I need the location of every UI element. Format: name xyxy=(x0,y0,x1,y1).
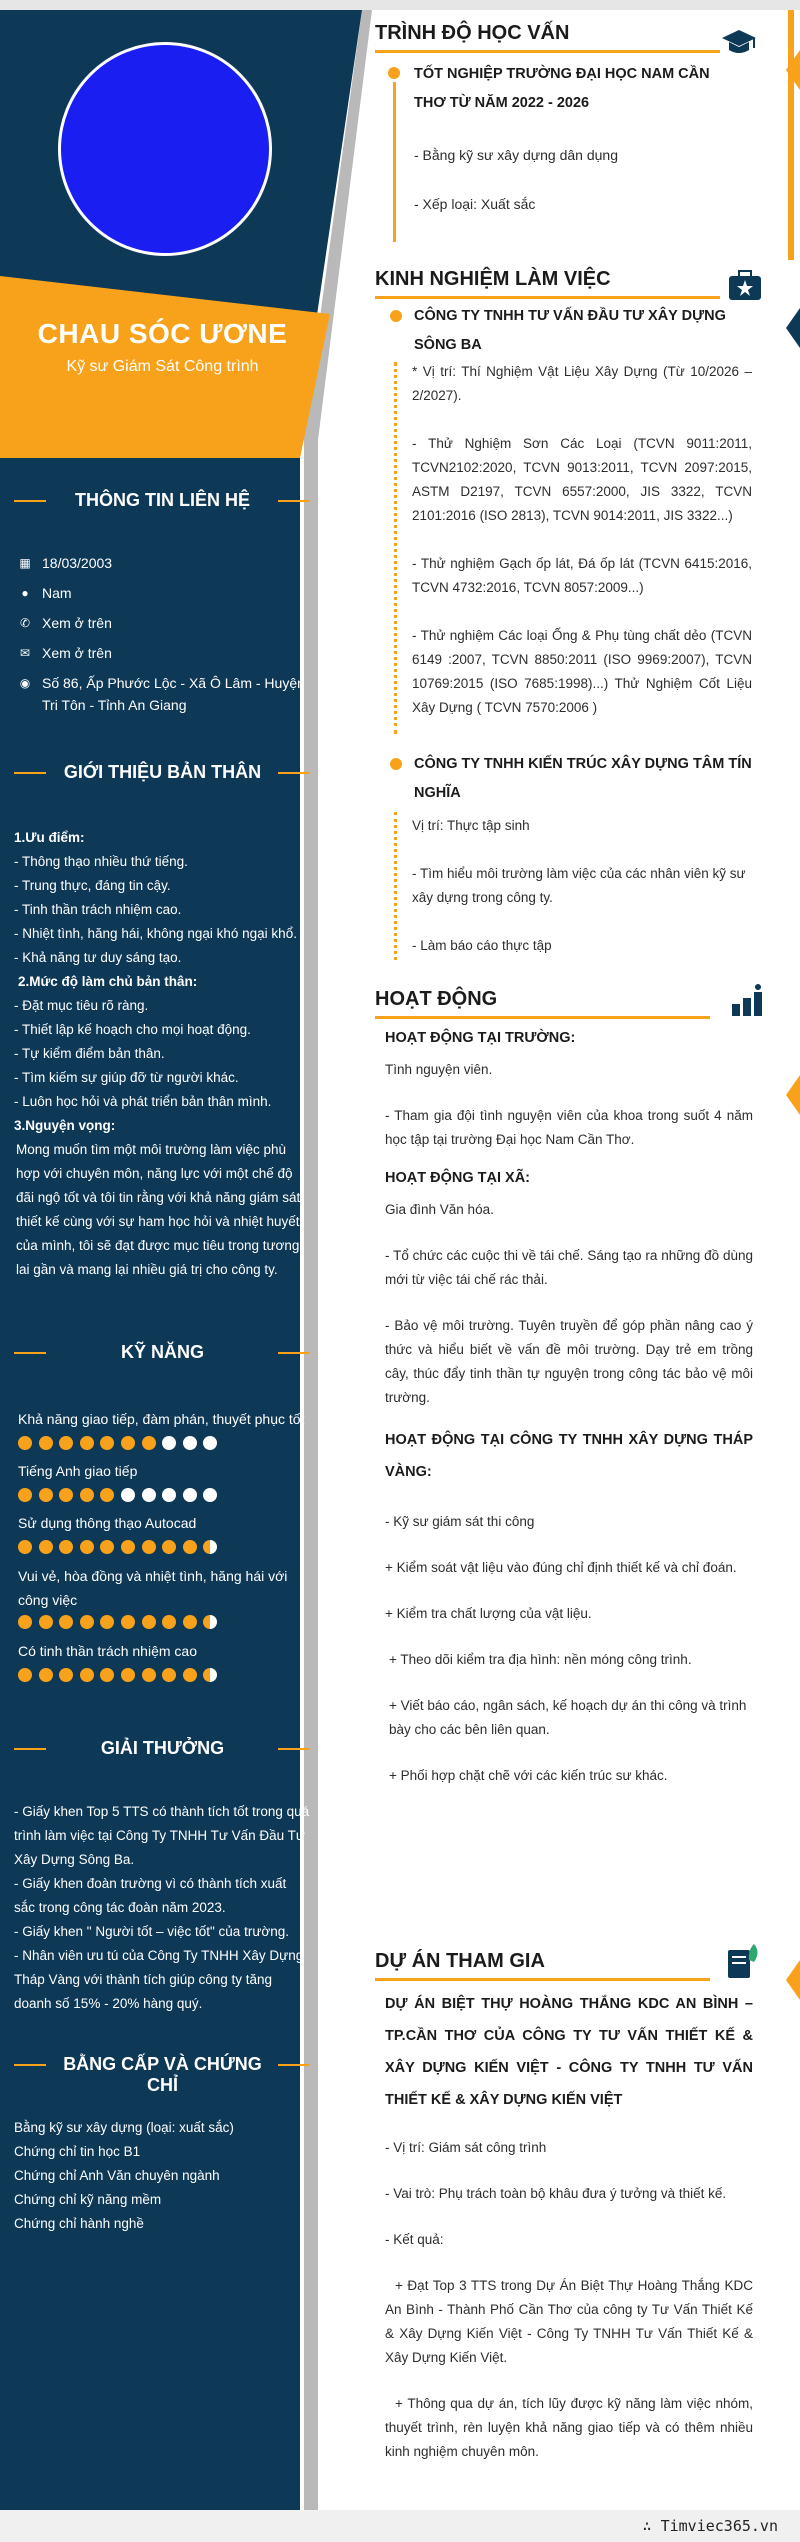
skill-label: Sử dụng thông thạo Autocad xyxy=(18,1515,197,1531)
skill-dot xyxy=(100,1540,114,1554)
skill-dot xyxy=(39,1436,53,1450)
timeline-bullet xyxy=(388,67,400,79)
activity-icon xyxy=(728,982,766,1020)
skill-dot xyxy=(142,1540,156,1554)
skill-dot xyxy=(80,1668,94,1682)
accent-strip xyxy=(788,10,794,260)
graduation-cap-icon xyxy=(720,24,758,62)
accent-tab xyxy=(786,308,800,348)
skill-dot xyxy=(100,1615,114,1629)
activities-underline xyxy=(375,1016,710,1019)
skill-dot xyxy=(162,1436,176,1450)
skill-dot xyxy=(59,1436,73,1450)
projects-heading: DỰ ÁN THAM GIA xyxy=(375,1950,545,1972)
candidate-role: Kỹ sư Giám Sát Công trình xyxy=(66,358,259,375)
skill-dot xyxy=(121,1436,135,1450)
job1-details: * Vị trí: Thí Nghiệm Vật Liệu Xây Dựng (Từ 10/2026 – 2/2027). - Thử Nghiệm Sơn Các Loại (TCVN 9011:2011, TCVN2102:2020, TCVN 9013:2011, TCVN 2097:2015, ASTM D2197, TCVN 6557:2000, JIS 3322, TCVN 2101:2016 (ISO 2813), TCVN 9014:2011, JIS 3322...) - Thử nghiệm Gạch ốp lát, Đá ốp lát (TCVN 6415:2016, TCVN 4732:2016, TCVN 8057:2009...) - Thử nghiệm Các loại Ống & Phụ tùng chất dẻo (TCVN 6149 :2007, TCVN 8850:2011 (ISO 9969:2007), TCVN 10769:2015 (ISO 7685:1998)...) Thử Nghiệm Cốt Liệu Xây Dựng ( TCVN 7570:2006 ) xyxy=(412,364,752,715)
skill-rating xyxy=(18,1668,224,1686)
certs-heading: BẰNG CẤP VÀ CHỨNG CHỈ xyxy=(0,2050,325,2080)
skill-dot xyxy=(39,1668,53,1682)
timeline-line xyxy=(394,812,397,960)
skill-dot xyxy=(100,1436,114,1450)
skill-dot xyxy=(121,1615,135,1629)
skill-dot xyxy=(203,1488,217,1502)
awards-heading: GIẢI THƯỞNG xyxy=(0,1734,325,1764)
skill-label: Tiếng Anh giao tiếp xyxy=(18,1463,138,1479)
email-icon: ✉ xyxy=(19,646,31,660)
skill-dot xyxy=(162,1615,176,1629)
skill-dot xyxy=(142,1615,156,1629)
accent-tab xyxy=(786,1075,800,1115)
intro-heading: GIỚI THIỆU BẢN THÂN xyxy=(0,758,325,788)
skill-dot xyxy=(203,1668,217,1682)
skill-dot xyxy=(18,1540,32,1554)
timeline-bullet xyxy=(390,310,402,322)
skill-dot xyxy=(18,1436,32,1450)
contact-address: ◉ Số 86, Ấp Phước Lộc - Xã Ô Lâm - Huyện Tri Tôn - Tỉnh An Giang xyxy=(19,675,305,713)
skill-dot xyxy=(100,1488,114,1502)
phone-icon: ✆ xyxy=(19,616,31,630)
skill-label: Vui vẻ, hòa đồng và nhiệt tình, hăng hái với công việc xyxy=(18,1568,288,1608)
education-grade: - Xếp loại: Xuất sắc xyxy=(414,196,536,212)
skill-dot xyxy=(183,1540,197,1554)
experience-underline xyxy=(375,296,720,299)
skill-rating xyxy=(18,1488,224,1506)
activities-content: HOẠT ĐỘNG TẠI TRƯỜNG: Tình nguyện viên. - Tham gia đội tình nguyện viên của khoa trong suốt 4 năm học tập tại trường Đại học Nam Cần Thơ. HOẠT ĐỘNG TẠI XÃ: Gia đình Văn hóa. - Tổ chức các cuộc thi về tái chế. Sáng tạo ra những đồ dùng mới từ việc tái chế rác thải. - Bảo vệ môi trường. Tuyên truyền để góp phần nâng cao ý thức và hiểu biết về vấn đề môi trường. Dạy trẻ em trồng cây, thúc đẩy tinh thần tự nguyện trong công tác bảo vệ môi trường. HOẠT ĐỘNG TẠI CÔNG TY TNHH XÂY DỰNG THÁP VÀNG: - Kỹ sư giám sát thi công + Kiểm soát vật liệu vào đúng chỉ định thiết kế và chỉ đoán. + Kiểm tra chất lượng của vật liệu. + Theo dõi kiểm tra địa hình: nền móng công trình. + Viết báo cáo, ngân sách, kế hoạch dự án thi công và trình bày cho các bên liên quan. + Phối hợp chặt chẽ với các kiến trúc sư khác. xyxy=(385,1030,753,1783)
skill-dot xyxy=(162,1668,176,1682)
education-heading: TRÌNH ĐỘ HỌC VẤN xyxy=(375,22,570,44)
certs-list: Bằng kỹ sư xây dựng (loại: xuất sắc) Chứng chỉ tin học B1 Chứng chỉ Anh Văn chuyên ngành Chứng chỉ kỹ năng mềm Chứng chỉ hành nghề xyxy=(14,2120,234,2231)
skill-dot xyxy=(162,1540,176,1554)
avatar xyxy=(58,42,272,256)
skill-dot xyxy=(142,1488,156,1502)
location-icon: ◉ xyxy=(19,676,31,690)
accent-tab xyxy=(786,1960,800,2000)
skill-rating xyxy=(18,1615,224,1633)
contact-birthday: ▦ 18/03/2003 xyxy=(19,555,113,571)
intro-text: 1.Ưu điểm: - Thông thạo nhiều thứ tiếng. - Trung thực, đáng tin cậy. - Tinh thần trách nhiệm cao. - Nhiệt tình, hăng hái, không ngại khó ngại khổ. - Khả năng tư duy sáng tạo. 2.Mức độ làm chủ bản thân: - Đặt mục tiêu rõ ràng. - Thiết lập kế hoạch cho mọi hoạt động. - Tự kiểm điểm bản thân. - Tìm kiếm sự giúp đỡ từ người khác. - Luôn học hỏi và phát triển bản thân mình. 3.Nguyện vọng: Mong muốn tìm một môi trường làm việc phù hợp với chuyên môn, năng lực với một chế độ đãi ngộ tốt và tôi tin rằng với khả năng giám sát, thiết kế cùng với sự ham học hỏi và nhiệt huyết của mình, tôi sẽ đạt được mục tiêu trong tương lai gần và mang lại nhiều giá trị cho công ty. xyxy=(14,830,305,1277)
skill-dot xyxy=(39,1615,53,1629)
skills-heading: KỸ NĂNG xyxy=(0,1338,325,1368)
projects-content: DỰ ÁN BIỆT THỰ HOÀNG THẮNG KDC AN BÌNH – TP.CẦN THƠ CỦA CÔNG TY TƯ VẤN THIẾT KẾ & XÂY DỰNG KIẾN VIỆT - CÔNG TY TNHH TƯ VẤN THIẾT KẾ & XÂY DỰNG KIẾN VIỆT - Vị trí: Giám sát công trình - Vai trò: Phụ trách toàn bộ khâu đưa ý tưởng và thiết kế. - Kết quả: + Đạt Top 3 TTS trong Dự Án Biệt Thự Hoàng Thắng KDC An Bình - Thành Phố Cần Thơ của công ty Tư Vấn Thiết Kế & Xây Dựng Kiến Việt - Công Ty TNHH Tư Vấn Thiết Kế & Xây Dựng Kiến Việt. + Thông qua dự án, tích lũy được kỹ năng làm việc nhóm, thuyết trình, rèn luyện khả năng giao tiếp và có thêm nhiều kinh nghiệm chuyên môn. xyxy=(385,1996,753,2459)
timeline-line xyxy=(393,82,396,242)
skill-dot xyxy=(80,1436,94,1450)
skill-dot xyxy=(80,1488,94,1502)
job2-company: CÔNG TY TNHH KIẾN TRÚC XÂY DỰNG TÂM TÍN NGHĨA xyxy=(414,756,752,801)
user-icon: ● xyxy=(21,586,29,600)
activities-heading: HOẠT ĐỘNG xyxy=(375,988,498,1010)
projects-underline xyxy=(375,1978,710,1981)
skill-dot xyxy=(121,1488,135,1502)
education-underline xyxy=(375,50,720,53)
skill-dot xyxy=(80,1615,94,1629)
timeline-bullet xyxy=(390,758,402,770)
skill-rating xyxy=(18,1540,224,1558)
skill-dot xyxy=(59,1668,73,1682)
skill-dot xyxy=(39,1488,53,1502)
skill-dot xyxy=(121,1540,135,1554)
experience-heading: KINH NGHIỆM LÀM VIỆC xyxy=(375,268,611,290)
skill-dot xyxy=(59,1488,73,1502)
skill-dot xyxy=(121,1668,135,1682)
education-school: TỐT NGHIỆP TRƯỜNG ĐẠI HỌC NAM CẦN THƠ TỪ NĂM 2022 - 2026 xyxy=(414,66,710,111)
contact-email: ✉ Xem ở trên xyxy=(19,645,112,661)
awards-text: - Giấy khen Top 5 TTS có thành tích tốt trong quá trình làm việc tại Công Ty TNHH Tư Vấn Đầu Tư Xây Dựng Sông Ba. - Giấy khen đoàn trường vì có thành tích xuất sắc trong công tác đoàn năm 2023. - Giấy khen " Người tốt – việc tốt" của trường. - Nhân viên ưu tú của Công Ty TNHH Xây Dựng Tháp Vàng với thành tích giúp công ty tăng doanh số 15% - 20% hàng quý. xyxy=(14,1804,310,2011)
brand-watermark: ∴ Timviec365.vn xyxy=(642,2517,778,2535)
skill-rating xyxy=(18,1436,224,1454)
skill-dot xyxy=(59,1615,73,1629)
skill-dot xyxy=(183,1615,197,1629)
contact-phone: ✆ Xem ở trên xyxy=(19,615,112,631)
skill-dot xyxy=(162,1488,176,1502)
rocket-doc-icon xyxy=(724,1942,762,1980)
timeline-line xyxy=(394,362,397,734)
skill-dot xyxy=(183,1488,197,1502)
skill-label: Khả năng giao tiếp, đàm phán, thuyết phục tốt xyxy=(18,1411,305,1427)
skill-dot xyxy=(203,1436,217,1450)
skill-label: Có tinh thần trách nhiệm cao xyxy=(18,1643,197,1659)
calendar-icon: ▦ xyxy=(19,556,31,570)
skill-dot xyxy=(142,1436,156,1450)
skill-dot xyxy=(59,1540,73,1554)
top-bar xyxy=(0,0,800,10)
skill-dot xyxy=(80,1540,94,1554)
skill-dot xyxy=(203,1615,217,1629)
skill-dot xyxy=(142,1668,156,1682)
skill-dot xyxy=(183,1668,197,1682)
skill-dot xyxy=(18,1668,32,1682)
skill-dot xyxy=(183,1436,197,1450)
skill-dot xyxy=(203,1540,217,1554)
job2-details: Vị trí: Thực tập sinh - Tìm hiểu môi trường làm việc của các nhân viên kỹ sư xây dựng trong công ty. - Làm báo cáo thực tập xyxy=(412,818,746,953)
skill-dot xyxy=(18,1488,32,1502)
candidate-name: CHAU SÓC ƯƠNE xyxy=(37,318,288,349)
skill-dot xyxy=(18,1615,32,1629)
skill-dot xyxy=(100,1668,114,1682)
education-degree: - Bằng kỹ sư xây dựng dân dụng xyxy=(414,147,618,163)
job1-company: CÔNG TY TNHH TƯ VẤN ĐẦU TƯ XÂY DỰNG SÔNG BA xyxy=(414,308,726,353)
contact-heading: THÔNG TIN LIÊN HỆ xyxy=(0,486,325,516)
briefcase-star-icon xyxy=(726,268,764,306)
contact-gender: ● Nam xyxy=(18,582,308,604)
skill-dot xyxy=(39,1540,53,1554)
